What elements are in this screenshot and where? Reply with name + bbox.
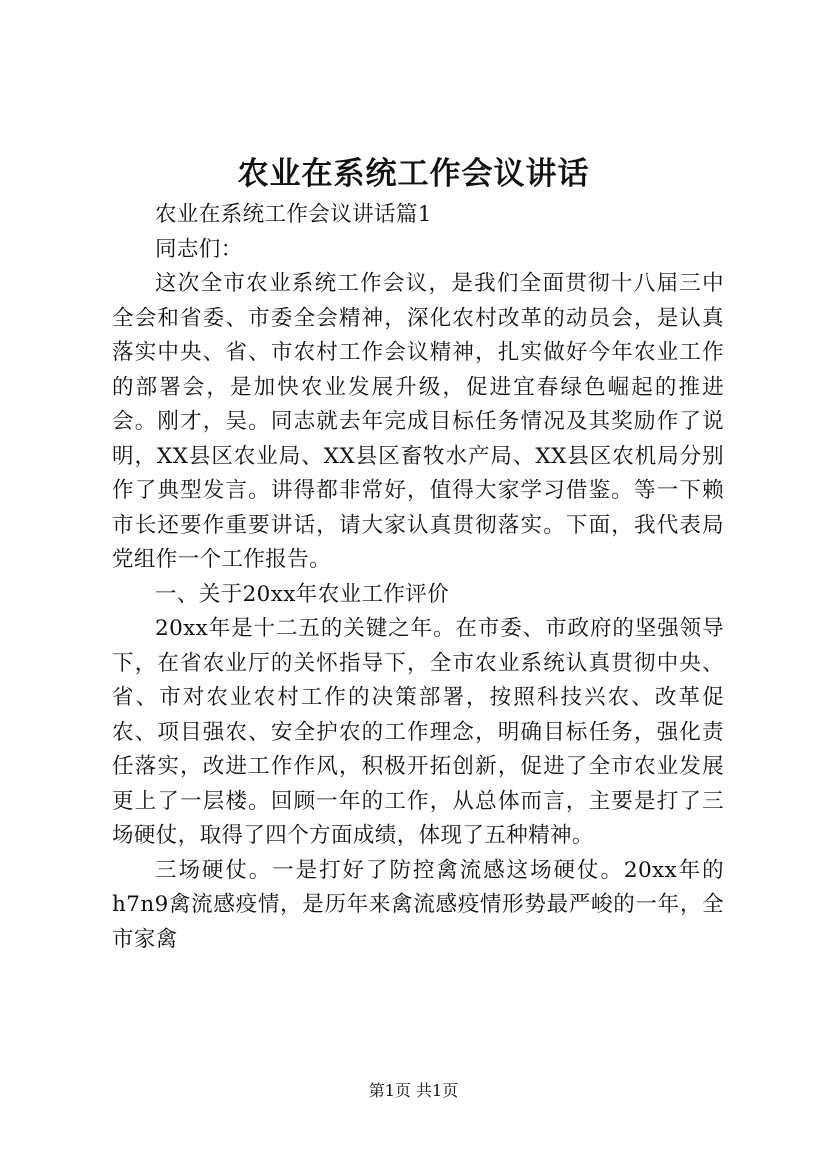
- document-subtitle: 农业在系统工作会议讲话篇1: [155, 202, 432, 227]
- document-body: [112, 198, 724, 957]
- salutation: 同志们：: [155, 236, 243, 262]
- document-title: 农业在系统工作会议讲话: [237, 156, 590, 192]
- paragraph-intro: 这次全市农业系统工作会议，是我们全面贯彻十八届三中全会和省委、市委全会精神，深化农村改革的动员会，是认真落实中央、省、市农村工作会议精神，扎实做好今年农业工作的部署会，是加快农业发展升级，促进宜春绿色崛起的推进会。刚才，吴。同志就去年完成目标任务情况及其奖励作了说明，XX县区农业局、XX县区畜牧水产局、XX县区农机局分别作了典型发言。讲得都非常好，值得大家学习借鉴。等一下赖市长还要作重要讲话，请大家认真贯彻落实。下面，我代表局党组作一个工作报告。: [112, 271, 724, 572]
- section-heading-1: 一、关于20xx年农业工作评价: [155, 581, 450, 607]
- paragraph-three-battles: 三场硬仗。一是打好了防控禽流感这场硬仗。20xx年的h7n9禽流感疫情，是历年来禽流感疫情形势最严峻的一年，全市家禽: [112, 857, 724, 952]
- paragraph-review: 20xx年是十二五的关键之年。在市委、市政府的坚强领导下，在省农业厅的关怀指导下，全市农业系统认真贯彻中央、省、市对农业农村工作的决策部署，按照科技兴农、改革促农、项目强农、安全护农的工作理念，明确目标任务，强化责任落实，改进工作作风，积极开拓创新，促进了全市农业发展更上了一层楼。回顾一年的工作，从总体而言，主要是打了三场硬仗，取得了四个方面成绩，体现了五种精神。: [112, 616, 724, 848]
- page-footer: 第1页 共1页: [368, 1081, 459, 1100]
